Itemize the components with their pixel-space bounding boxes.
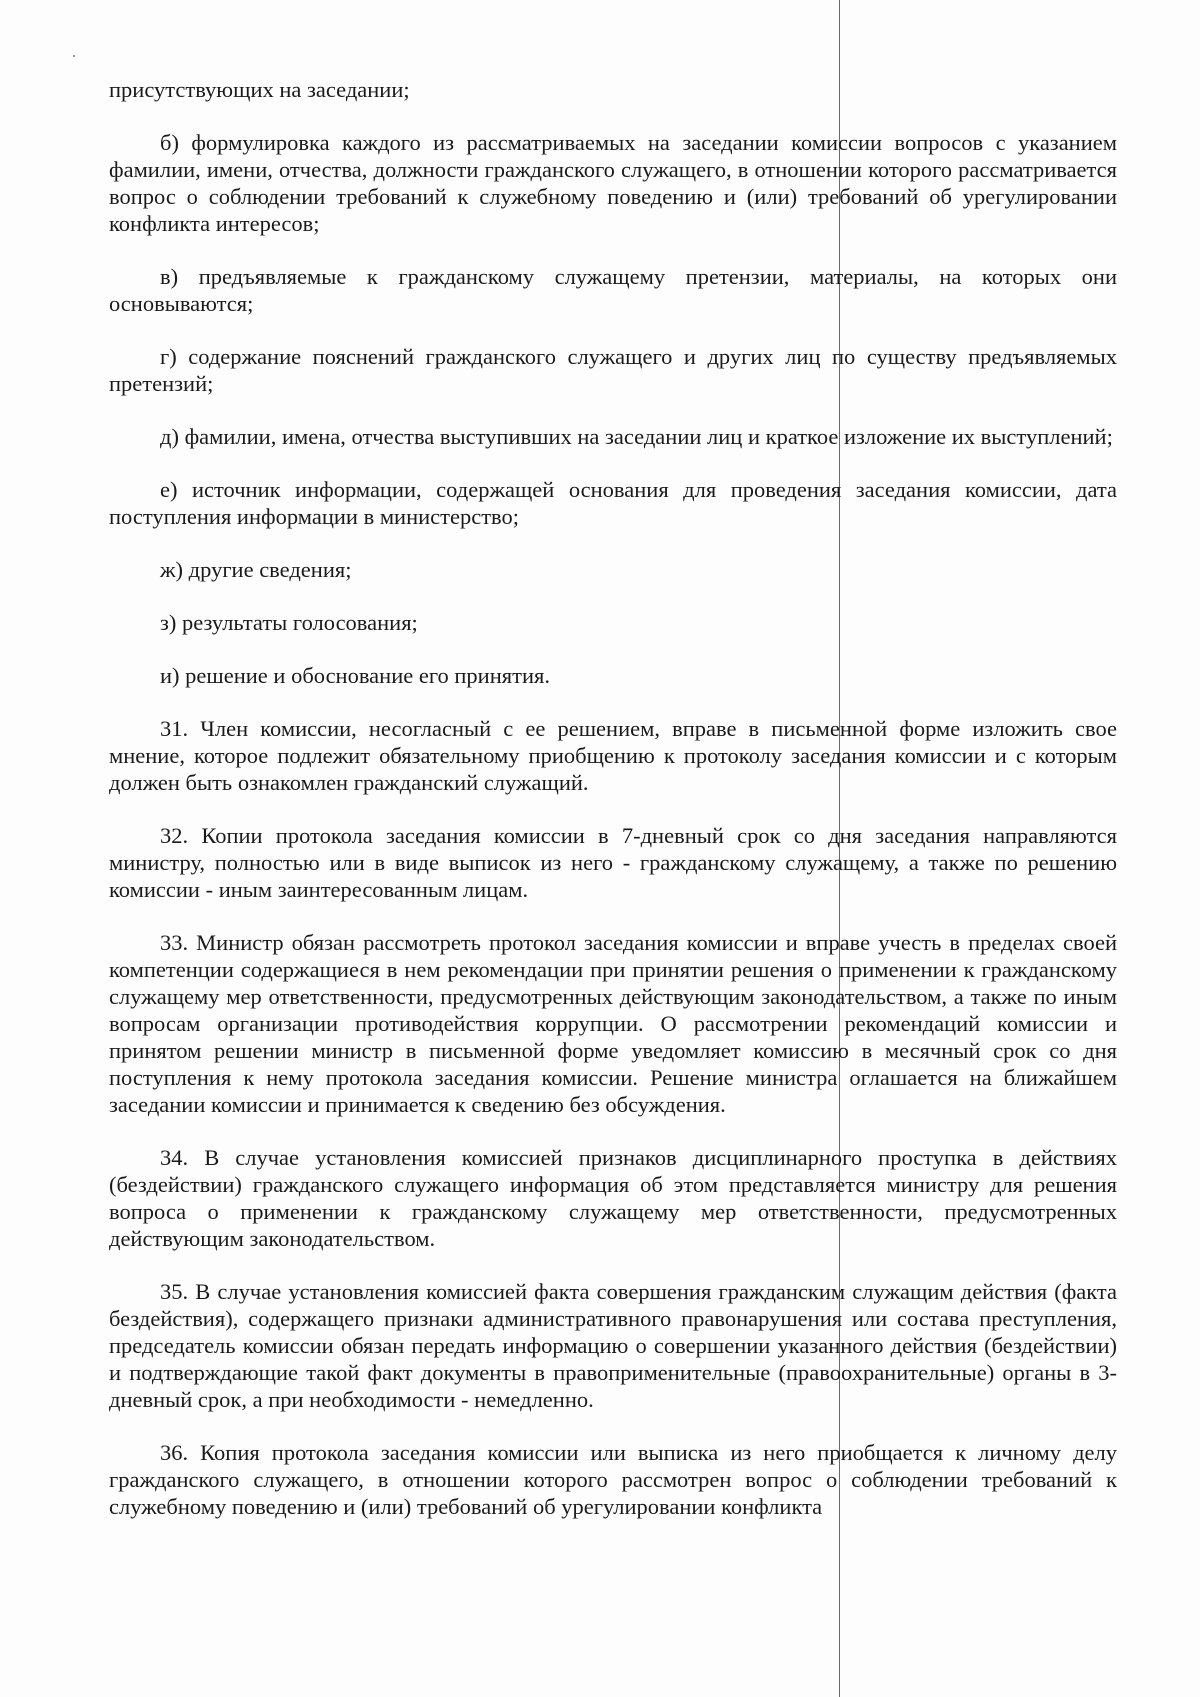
document-body xyxy=(109,76,1117,1546)
paragraph-32: 32. Копии протокола заседания комиссии в 7-дневный срок со дня заседания направляются министру, полностью или в виде выписок из него - гражданскому служащему, а также по решению комиссии - иным заинтересованным лицам. xyxy=(109,823,1117,902)
paragraph-item-g: г) содержание пояснений гражданского служащего и других лиц по существу предъявляемых претензий; xyxy=(109,344,1117,396)
paragraph-31: 31. Член комиссии, несогласный с ее решением, вправе в письменной форме изложить свое мнение, которое подлежит обязательному приобщению к протоколу заседания комиссии и с которым должен быть ознакомлен гражданский служащий. xyxy=(109,716,1117,795)
paragraph-33: 33. Министр обязан рассмотреть протокол заседания комиссии и вправе учесть в пределах своей компетенции содержащиеся в нем рекомендации при принятии решения о применении к гражданскому служащему мер ответственности, предусмотренных действующим законодательством, а также по иным вопросам организации противодействия коррупции. О рассмотрении рекомендаций комиссии и принятом решении министр в письменной форме уведомляет комиссию в месячный срок со дня поступления к нему протокола заседания комиссии. Решение министра оглашается на ближайшем заседании комиссии и принимается к сведению без обсуждения. xyxy=(109,930,1117,1117)
paragraph-34: 34. В случае установления комиссией признаков дисциплинарного проступка в действиях (бездействии) гражданского служащего информация об этом представляется министру для решения вопроса о применении к гражданскому служащему мер ответственности, предусмотренных действующим законодательством. xyxy=(109,1145,1117,1251)
paragraph-35: 35. В случае установления комиссией факта совершения гражданским служащим действия (факта бездействия), содержащего признаки административного правонарушения или состава преступления, председатель комиссии обязан передать информацию о совершении указанного действия (бездействии) и подтверждающие такой факт документы в правоприменительные (правоохранительные) органы в 3-дневный срок, а при необходимости - немедленно. xyxy=(109,1279,1117,1412)
paragraph-item-i: и) решение и обоснование его принятия. xyxy=(160,663,550,688)
paragraph-item-z: з) результаты голосования; xyxy=(160,610,418,635)
paragraph-continuation: присутствующих на заседании; xyxy=(109,77,410,102)
paragraph-item-v: в) предъявляемые к гражданскому служащему претензии, материалы, на которых они основываются; xyxy=(109,264,1117,316)
paragraph-item-e: е) источник информации, содержащей основания для проведения заседания комиссии, дата поступления информации в министерство; xyxy=(109,477,1117,529)
paragraph-item-b: б) формулировка каждого из рассматриваемых на заседании комиссии вопросов с указанием фамилии, имени, отчества, должности гражданского служащего, в отношении которого рассматривается вопрос о соблюдении требований к служебному поведению и (или) требований об урегулировании конфликта интересов; xyxy=(109,130,1117,236)
scan-speck xyxy=(73,55,75,57)
paragraph-item-d: д) фамилии, имена, отчества выступивших на заседании лиц и краткое изложение их выступлений; xyxy=(160,424,1113,449)
paragraph-item-zh: ж) другие сведения; xyxy=(160,557,352,582)
paragraph-36: 36. Копия протокола заседания комиссии или выписка из него приобщается к личному делу гражданского служащего, в отношении которого рассмотрен вопрос о соблюдении требований к служебному поведению и (или) требований об урегулировании конфликта xyxy=(109,1440,1117,1519)
